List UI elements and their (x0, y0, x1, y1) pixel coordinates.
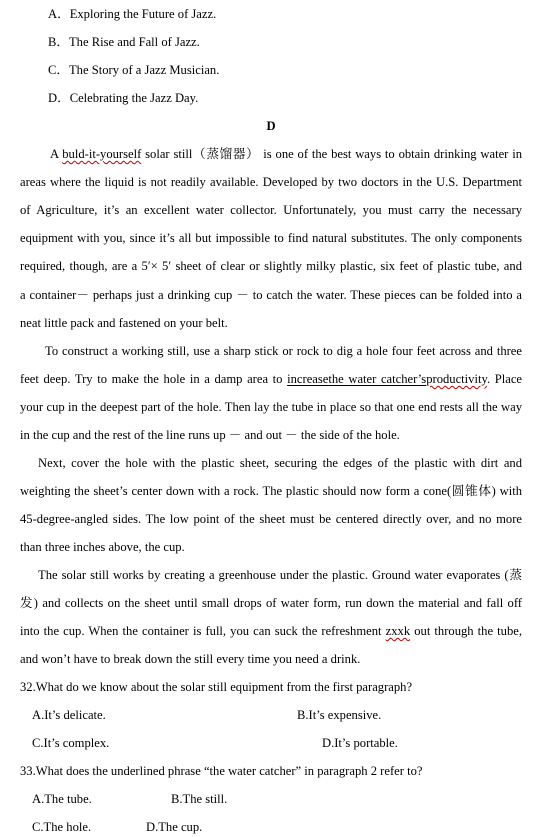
p2-line-2 (20, 371, 522, 387)
p1-text-b: solar still（蒸馏器） is one of the best ways to obtain drinking water in (141, 147, 522, 161)
p3-line-1: Next, cover the hole with the plastic sheet, securing the edges of the plastic with dirt and (38, 456, 522, 470)
section-heading: D (266, 119, 276, 133)
p2-text-a: feet deep. Try to make the hole in a damp area to (20, 372, 288, 386)
p1-line-1 (50, 146, 522, 162)
p1-wavy-word: buld-it-yourself (62, 147, 142, 161)
p2-text-b: . Place (486, 372, 523, 386)
p2-underline-increase: increase (287, 372, 329, 386)
p2-underline-possessive: ’s (417, 372, 427, 386)
p1-line-3: of Agriculture, it’s an excellent water collector. Unfortunately, you must carry the necessary (20, 203, 522, 217)
question-32-option-d: D.It’s portable. (322, 736, 398, 750)
question-33-option-d: D.The cup. (146, 820, 203, 834)
p4-text-a: into the cup. When the container is full, you can suck the refreshment (20, 624, 386, 638)
question-32-stem: 32.What do we know about the solar still equipment from the first paragraph? (20, 680, 413, 694)
p1-line-4: equipment with you, since it’s all but impossible to find natural substitutes. The only components (20, 231, 522, 245)
p4-line-3 (20, 623, 522, 639)
question-32-option-c: C.It’s complex. (32, 736, 110, 750)
question-32-option-a: A.It’s delicate. (32, 708, 106, 722)
p1-line-6: a container－ perhaps just a drinking cup － to catch the water. These pieces can be folded into a (20, 288, 522, 302)
p4-line-1: The solar still works by creating a greenhouse under the plastic. Ground water evaporates (蒸 (38, 568, 522, 582)
p1-line-2: areas where the liquid is not readily available. Developed by two doctors in the U.S. Department (20, 175, 522, 189)
question-32-option-b: B.It’s expensive. (297, 708, 382, 722)
option-prev-a: A．Exploring the Future of Jazz. (48, 7, 217, 21)
p2-line-3: your cup in the deepest part of the hole. Then lay the tube in place so that one end rests all the way (20, 400, 522, 414)
question-33-option-a: A.The tube. (32, 792, 92, 806)
p1-text-a: A (50, 147, 63, 161)
p3-line-2: weighting the sheet’s center down with a rock. The plastic should now form a cone(圆锥体) with (20, 484, 522, 498)
p1-line-7: neat little pack and fastened on your belt. (20, 316, 228, 330)
question-33-stem: 33.What does the underlined phrase “the water catcher” in paragraph 2 refer to? (20, 764, 423, 778)
p1-line-5: required, though, are a 5′× 5′ sheet of clear or slightly milky plastic, six feet of plastic tube, and (20, 259, 522, 273)
option-prev-d: D．Celebrating the Jazz Day. (48, 91, 199, 105)
p4-wavy-word: zxxk (385, 624, 411, 638)
option-prev-b: B．The Rise and Fall of Jazz. (48, 35, 200, 49)
option-prev-c: C．The Story of a Jazz Musician. (48, 63, 220, 77)
p3-line-4: than three inches above, the cup. (20, 540, 185, 554)
p4-line-2: 发) and collects on the sheet until small drops of water form, run down the material and fall off (20, 596, 522, 610)
p2-underline-water-catcher: the water catcher (328, 372, 418, 386)
p4-text-b: out through the tube, (410, 624, 522, 638)
p2-wavy-word: productivity (426, 372, 487, 386)
p4-line-4: and won’t have to break down the still every time you need a drink. (20, 652, 361, 666)
p3-line-3: 45-degree-angled sides. The low point of the sheet must be centered directly over, and no more (20, 512, 522, 526)
p2-line-4: in the cup and the rest of the line runs up － and out － the side of the hole. (20, 428, 400, 442)
p2-line-1: To construct a working still, use a sharp stick or rock to dig a hole four feet across and three (45, 344, 522, 358)
question-33-option-c: C.The hole. (32, 820, 92, 834)
question-33-option-b: B.The still. (171, 792, 228, 806)
